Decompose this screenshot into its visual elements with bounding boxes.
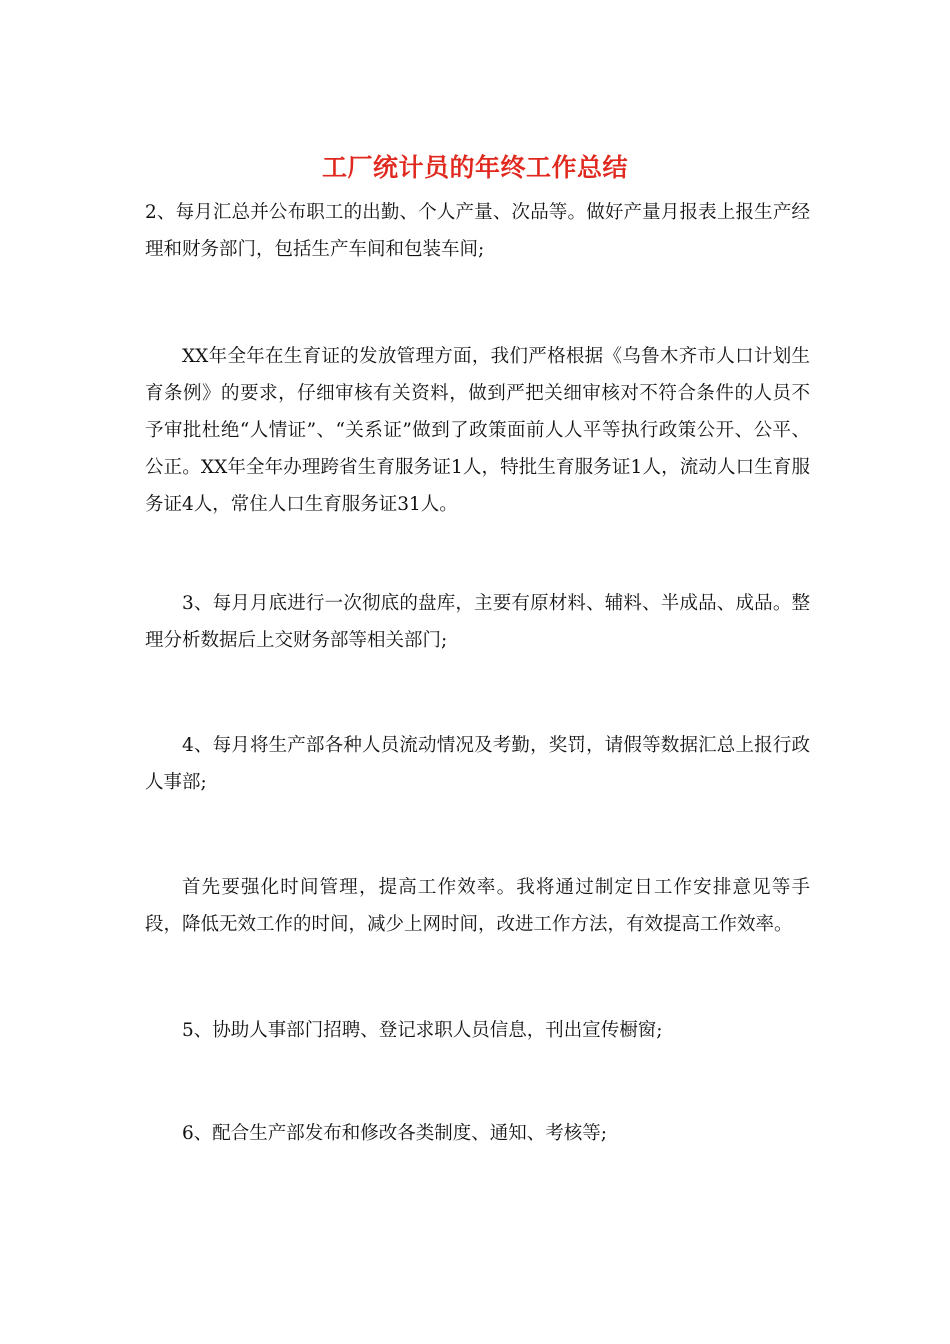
paragraph-6: 5、协助人事部门招聘、登记求职人员信息，刊出宣传橱窗; [182, 1020, 663, 1041]
paragraph-5: 首先要强化时间管理，提高工作效率。我将通过制定日工作安排意见等手段，降低无效工作的时间，减少上网时间，改进工作方法，有效提高工作效率。 [145, 877, 810, 935]
paragraph-7: 6、配合生产部发布和修改各类制度、通知、考核等; [182, 1123, 608, 1144]
paragraph-3: 3、每月月底进行一次彻底的盘库，主要有原材料、辅料、半成品、成品。整理分析数据后上交财务部等相关部门; [145, 593, 810, 651]
paragraph-1: 2、每月汇总并公布职工的出勤、个人产量、次品等。做好产量月报表上报生产经理和财务部门，包括生产车间和包装车间; [145, 202, 810, 260]
document-title: 工厂统计员的年终工作总结 [321, 153, 628, 182]
paragraph-2: XX年全年在生育证的发放管理方面，我们严格根据《乌鲁木齐市人口计划生育条例》的要求，仔细审核有关资料，做到严把关细审核对不符合条件的人员不予审批杜绝“人情证”、“关系证”做到了政策面前人人平等执行政策公开、公平、公正。XX年全年办理跨省生育服务证1人，特批生育服务证1人，流动人口生育服务证4人，常住人口生育服务证31人。 [145, 346, 810, 515]
paragraph-4: 4、每月将生产部各种人员流动情况及考勤，奖罚，请假等数据汇总上报行政人事部; [145, 735, 810, 793]
